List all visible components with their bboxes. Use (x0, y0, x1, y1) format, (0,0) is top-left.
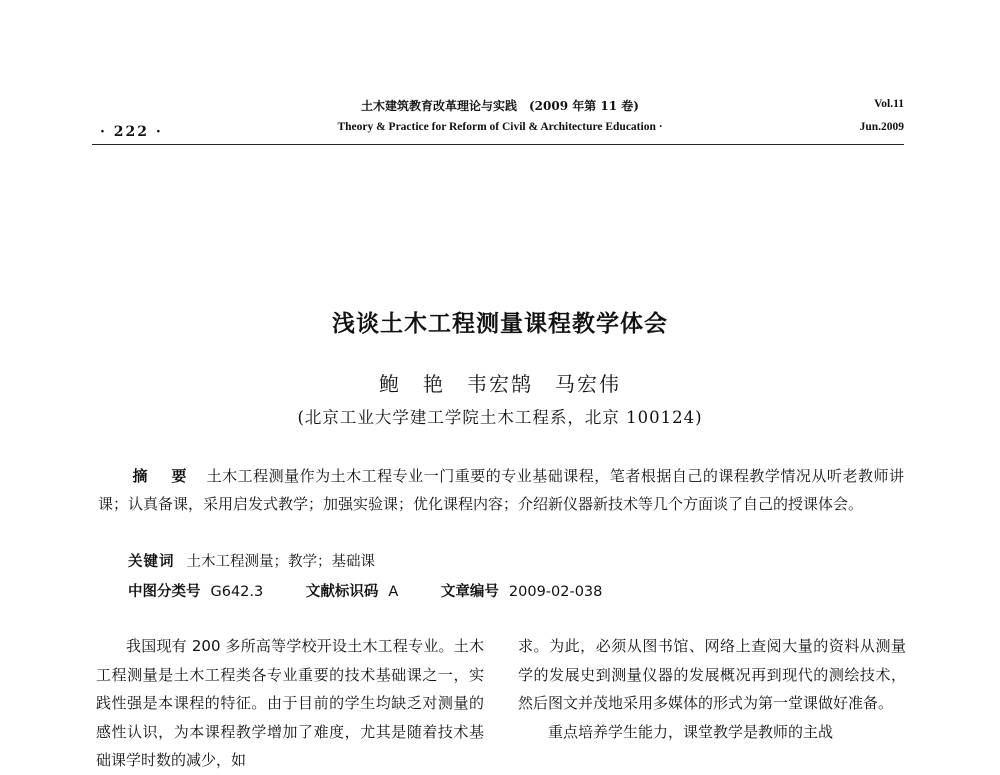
body-column-left (96, 632, 484, 775)
keywords-text: 土木工程测量；教学；基础课 (186, 554, 375, 570)
body-column-right (518, 632, 906, 746)
article-authors: 鲍 艳 韦宏鹄 马宏伟 (379, 372, 621, 396)
abstract-text: 土木工程测量作为土木工程专业一门重要的专业基础课程，笔者根据自己的课程教学情况从听老教师讲课；认真备课，采用启发式教学；加强实验课；优化课程内容；介绍新仪器新技术等几个方面谈了自己的授课体会。 (98, 467, 904, 513)
classification-line (128, 580, 602, 601)
clc-label: 中图分类号 (128, 584, 201, 600)
journal-title-en: Theory & Practice for Reform of Civil & Architecture Education · (337, 121, 663, 133)
doc-code-value: A (388, 584, 399, 600)
article-no-label: 文章编号 (440, 584, 499, 600)
abstract (98, 462, 904, 518)
article-no-value: 2009-02-038 (508, 584, 603, 600)
doc-code-label: 文献标识码 (305, 584, 379, 600)
keywords (128, 550, 375, 571)
abstract-label: 摘 要 (132, 467, 192, 485)
body-paragraph: 我国现有 200 多所高等学校开设土木工程专业。土木工程测量是土木工程类各专业重要的技术基础课之一，实践性强是本课程的特征。由于目前的学生均缺乏对测量的感性认识，为本课程教学增加了难度，尤其是随着技术基础课学时数的减少，如 (96, 637, 484, 769)
keywords-label: 关键词 (128, 554, 175, 570)
header-divider (92, 144, 904, 145)
issue-date: Jun.2009 (859, 121, 904, 133)
page-number: · 222 · (100, 124, 163, 140)
clc-value: G642.3 (210, 584, 264, 600)
body-paragraph: 重点培养学生能力，课堂教学是教师的主战 (548, 722, 834, 741)
volume: Vol.11 (874, 98, 904, 110)
journal-title-cn: 土木建筑教育改革理论与实践 (2009 年第 11 卷) (361, 99, 639, 113)
author-affiliation: (北京工业大学建工学院土木工程系，北京 100124) (297, 408, 703, 427)
body-paragraph: 求。为此，必须从图书馆、网络上查阅大量的资料从测量学的发展史到测量仪器的发展概况再到现代的测绘技术，然后图文并茂地采用多媒体的形式为第一堂课做好准备。 (518, 637, 906, 712)
article-title: 浅谈土木工程测量课程教学体会 (332, 311, 668, 337)
